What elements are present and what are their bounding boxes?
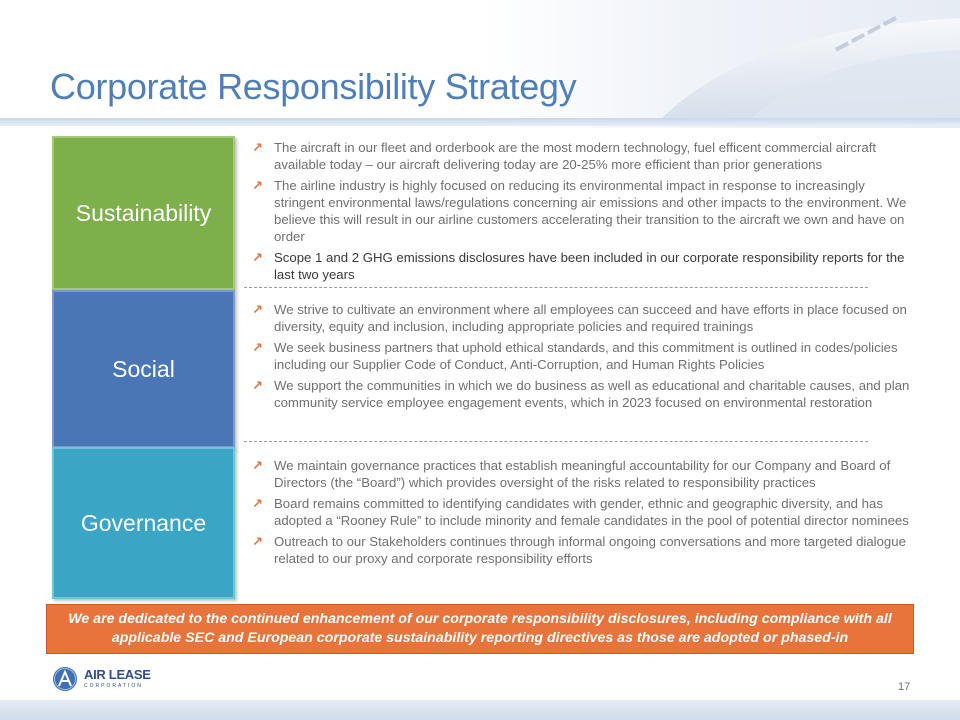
bullet-item xyxy=(252,377,912,411)
footer-bar xyxy=(0,700,960,720)
bullet-item xyxy=(252,495,912,529)
bullet-item xyxy=(252,533,912,567)
bullet-item xyxy=(252,457,912,491)
page-title: Corporate Responsibility Strategy xyxy=(50,66,577,107)
social-pillar xyxy=(52,290,235,448)
bullet-text: We strive to cultivate an environment where all employees can succeed and have efforts in place focused on diversity, equity and inclusion, including appropriate policies and required trainings xyxy=(274,302,907,334)
bullet-text: We seek business partners that uphold ethical standards, and this commitment is outlined in codes/policies including our Supplier Code of Conduct, Anti-Corruption, and Human Rights Policies xyxy=(274,340,898,372)
bullet-text: The aircraft in our fleet and orderbook are the most modern technology, fuel efficent commercial aircraft available today – our aircraft delivering today are 20-25% more efficient than prior generations xyxy=(274,140,877,172)
bullet-item xyxy=(252,301,912,335)
arrow-icon: ↗ xyxy=(252,496,263,511)
section-divider xyxy=(244,441,868,442)
sustainability-pillar xyxy=(52,136,235,290)
arrow-icon: ↗ xyxy=(252,140,263,155)
arrow-icon: ↗ xyxy=(252,534,263,549)
bullet-text: The airline industry is highly focused on reducing its environmental impact in response to increasingly stringent environmental laws/regulations concerning air emissions and other impacts to the environment. We believe this will result in our airline customers accelerating their transition to the aircraft we own and have on order xyxy=(274,178,907,244)
bullet-text: We support the communities in which we do business as well as educational and charitable causes, and plan community service employee engagement events, which in 2023 focused on environmental restoration xyxy=(274,378,910,410)
air-lease-emblem-icon xyxy=(52,666,78,692)
sustainability-bullets xyxy=(252,139,912,287)
arrow-icon: ↗ xyxy=(252,302,263,317)
social-label: Social xyxy=(112,355,175,382)
governance-bullets xyxy=(252,457,912,571)
sustainability-label: Sustainability xyxy=(75,199,212,226)
logo-subtitle: CORPORATION xyxy=(84,683,143,689)
social-bullets xyxy=(252,301,912,415)
company-logo xyxy=(52,666,151,692)
bullet-text: Outreach to our Stakeholders continues through informal ongoing conversations and more targeted dialogue related to our proxy and corporate responsibility efforts xyxy=(274,534,906,566)
logo-name: AIR LEASE xyxy=(84,667,151,682)
bullet-item xyxy=(252,339,912,373)
logo-text xyxy=(84,668,151,690)
aircraft-image xyxy=(600,0,960,120)
governance-pillar xyxy=(52,447,235,599)
title-rule xyxy=(0,118,960,126)
arrow-icon: ↗ xyxy=(252,378,263,393)
arrow-icon: ↗ xyxy=(252,458,263,473)
bullet-text: We maintain governance practices that establish meaningful accountability for our Company and Board of Directors (the “Board”) which provides oversight of the risks related to responsibility practices xyxy=(274,458,891,490)
bullet-text: Scope 1 and 2 GHG emissions disclosures have been included in our corporate responsibility reports for the last two years xyxy=(274,250,905,282)
bullet-item xyxy=(252,139,912,173)
banner-text: We are dedicated to the continued enhancement of our corporate responsibility disclosures, including compliance with all applicable SEC and European corporate sustainability reporting directives as those are adopted or phased-in xyxy=(68,611,892,646)
arrow-icon: ↗ xyxy=(252,340,263,355)
arrow-icon: ↗ xyxy=(252,250,263,265)
bullet-item xyxy=(252,249,912,283)
section-divider xyxy=(244,287,868,288)
arrow-icon: ↗ xyxy=(252,178,263,193)
page-number: 17 xyxy=(898,681,911,693)
bullet-text: Board remains committed to identifying candidates with gender, ethnic and geographic diversity, and has adopted a “Rooney Rule” to include minority and female candidates in the pool of potential director nominees xyxy=(274,496,909,528)
governance-label: Governance xyxy=(80,509,207,536)
commitment-banner xyxy=(46,604,914,654)
bullet-item xyxy=(252,177,912,245)
